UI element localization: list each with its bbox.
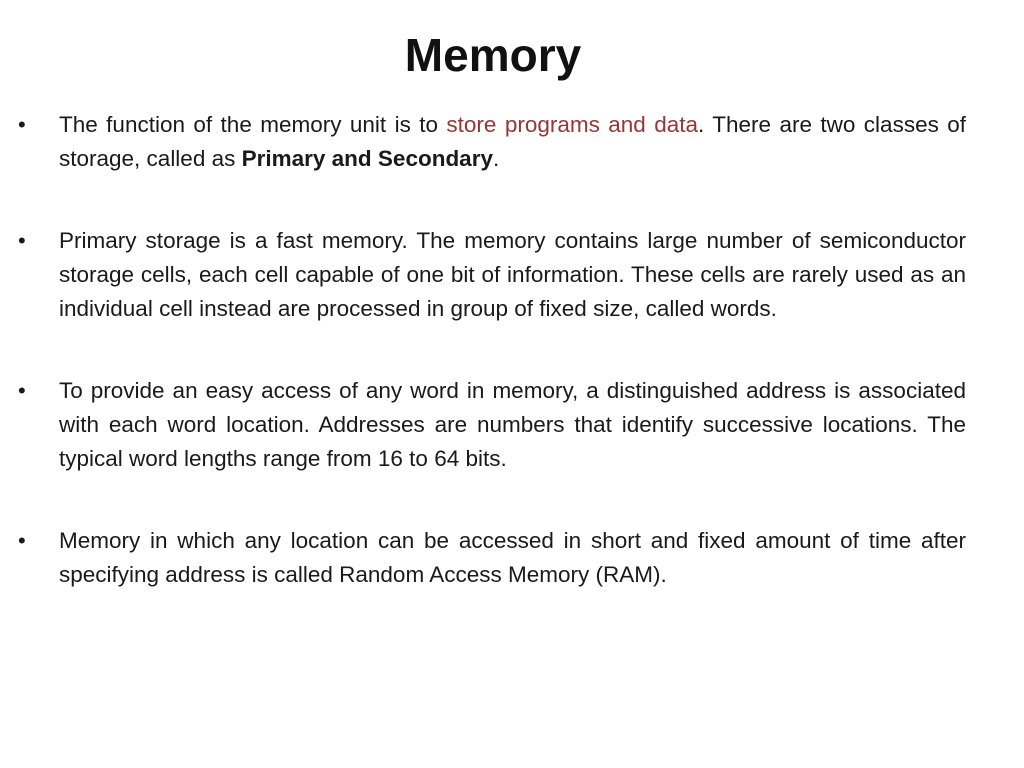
- bullet-text: To provide an easy access of any word in memory, a distinguished address is associated with each word location. Addresses are numbers that identify successive locations. The typical word lengths range from 16 to 64 bits.: [59, 378, 966, 471]
- highlighted-text: store programs and data: [446, 112, 699, 137]
- bullet-dot-icon: •: [18, 112, 26, 137]
- bullet-item-primary-storage: [18, 224, 966, 326]
- bullet-text-part: .: [492, 146, 500, 171]
- slide-title: Memory: [404, 29, 582, 81]
- bullet-dot-icon: •: [18, 228, 26, 253]
- bullet-item-addressing: [18, 374, 966, 476]
- bullet-dot-icon: •: [18, 378, 26, 403]
- bullet-item-ram: [18, 524, 966, 592]
- bullet-text: Primary storage is a fast memory. The memory contains large number of semiconductor storage cells, each cell capable of one bit of information. These cells are rarely used as an individual cell instead are processed in group of fixed size, called words.: [59, 228, 966, 321]
- bullet-list: [18, 108, 966, 640]
- bullet-text-part: The function of the memory unit is to: [59, 112, 447, 137]
- bullet-item-storage-function: [18, 108, 966, 176]
- bold-text: Primary and Secondary: [241, 146, 493, 171]
- bullet-text: Memory in which any location can be accessed in short and fixed amount of time after specifying address is called Random Access Memory (RAM).: [59, 528, 966, 587]
- bullet-text: [59, 112, 966, 171]
- bullet-text-part: . There are two classes of storage, called as: [59, 112, 967, 171]
- bullet-dot-icon: •: [18, 528, 26, 553]
